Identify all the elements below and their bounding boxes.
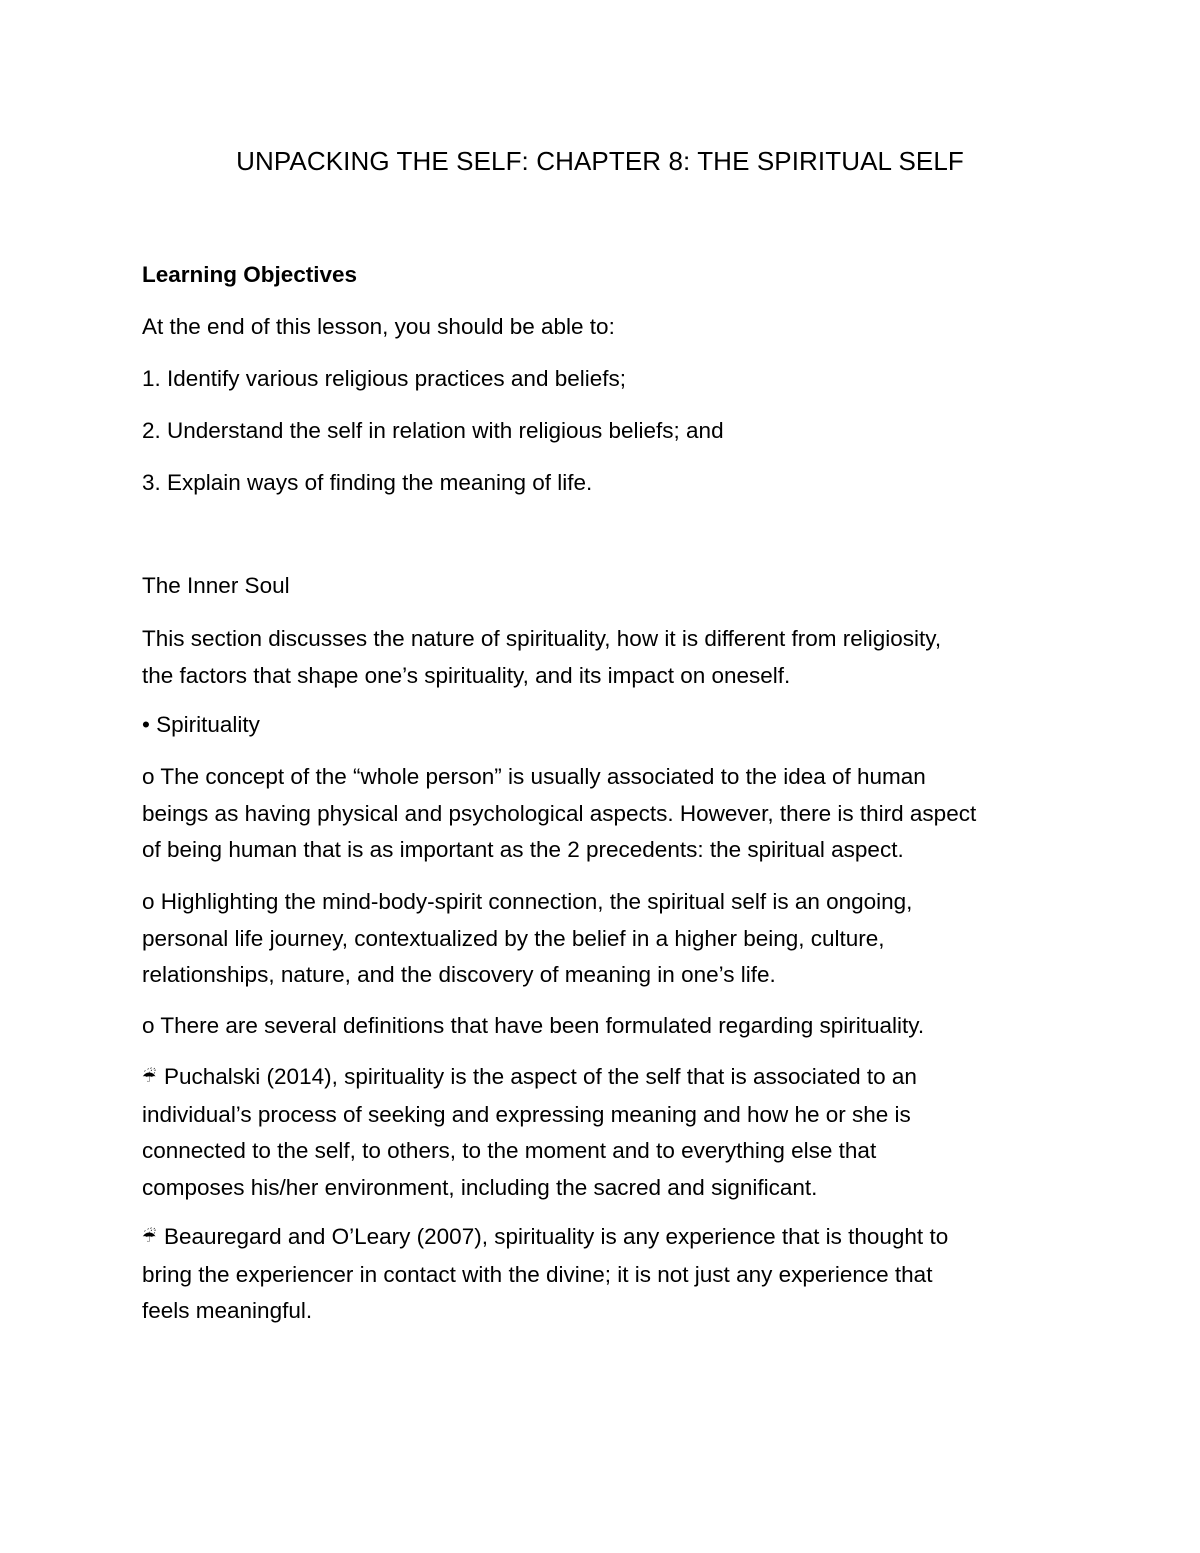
section-intro-line: This section discusses the nature of spirituality, how it is different from religiosity, — [142, 626, 942, 651]
definition-beauregard — [142, 1219, 1082, 1330]
paragraph-line: relationships, nature, and the discovery of meaning in one’s life. — [142, 962, 776, 987]
point-whole-person — [142, 759, 1082, 869]
definition-text: Puchalski (2014), spirituality is the aspect of the self that is associated to an — [164, 1064, 917, 1089]
section-intro-line: the factors that shape one’s spirituality, and its impact on oneself. — [142, 662, 791, 688]
objective-item-1: 1. Identify various religious practices and beliefs; — [142, 366, 627, 391]
paragraph-line — [142, 1219, 1082, 1257]
paragraph-line: bring the experiencer in contact with the divine; it is not just any experience that — [142, 1261, 933, 1287]
objective-item-2: 2. Understand the self in relation with religious beliefs; and — [142, 418, 724, 443]
paragraph-line: connected to the self, to others, to the moment and to everything else that — [142, 1138, 877, 1163]
document-title: UNPACKING THE SELF: CHAPTER 8: THE SPIRITUAL SELF — [236, 146, 964, 176]
paragraph-line: individual’s process of seeking and expressing meaning and how he or she is — [142, 1101, 911, 1127]
paragraph-line: of being human that is as important as the 2 precedents: the spiritual aspect. — [142, 837, 904, 862]
objectives-intro: At the end of this lesson, you should be able to: — [142, 314, 615, 339]
paragraph-line: personal life journey, contextualized by the belief in a higher being, culture, — [142, 925, 885, 951]
objective-item-3: 3. Explain ways of finding the meaning of life. — [142, 470, 593, 495]
point-mind-body — [142, 884, 1082, 994]
umbrella-rain-icon: ☔ — [142, 1229, 157, 1246]
definition-puchalski — [142, 1059, 1082, 1206]
paragraph-line: beings as having physical and psychological aspects. However, there is third aspect — [142, 800, 977, 826]
umbrella-rain-icon: ☔ — [142, 1069, 157, 1086]
paragraph-line: o The concept of the “whole person” is usually associated to the idea of human — [142, 764, 926, 789]
paragraph-line: feels meaningful. — [142, 1298, 313, 1323]
section-intro — [142, 621, 1082, 694]
objectives-heading: Learning Objectives — [142, 262, 358, 287]
definition-text: Beauregard and O’Leary (2007), spirituality is any experience that is thought to — [164, 1224, 949, 1249]
bullet-spirituality: • Spirituality — [142, 712, 260, 737]
paragraph-line: o Highlighting the mind-body-spirit connection, the spiritual self is an ongoing, — [142, 889, 913, 914]
point-definitions: o There are several definitions that have been formulated regarding spirituality. — [142, 1013, 925, 1038]
paragraph-line: composes his/her environment, including the sacred and significant. — [142, 1174, 818, 1200]
paragraph-line — [142, 1059, 1082, 1097]
section-heading: The Inner Soul — [142, 573, 290, 598]
